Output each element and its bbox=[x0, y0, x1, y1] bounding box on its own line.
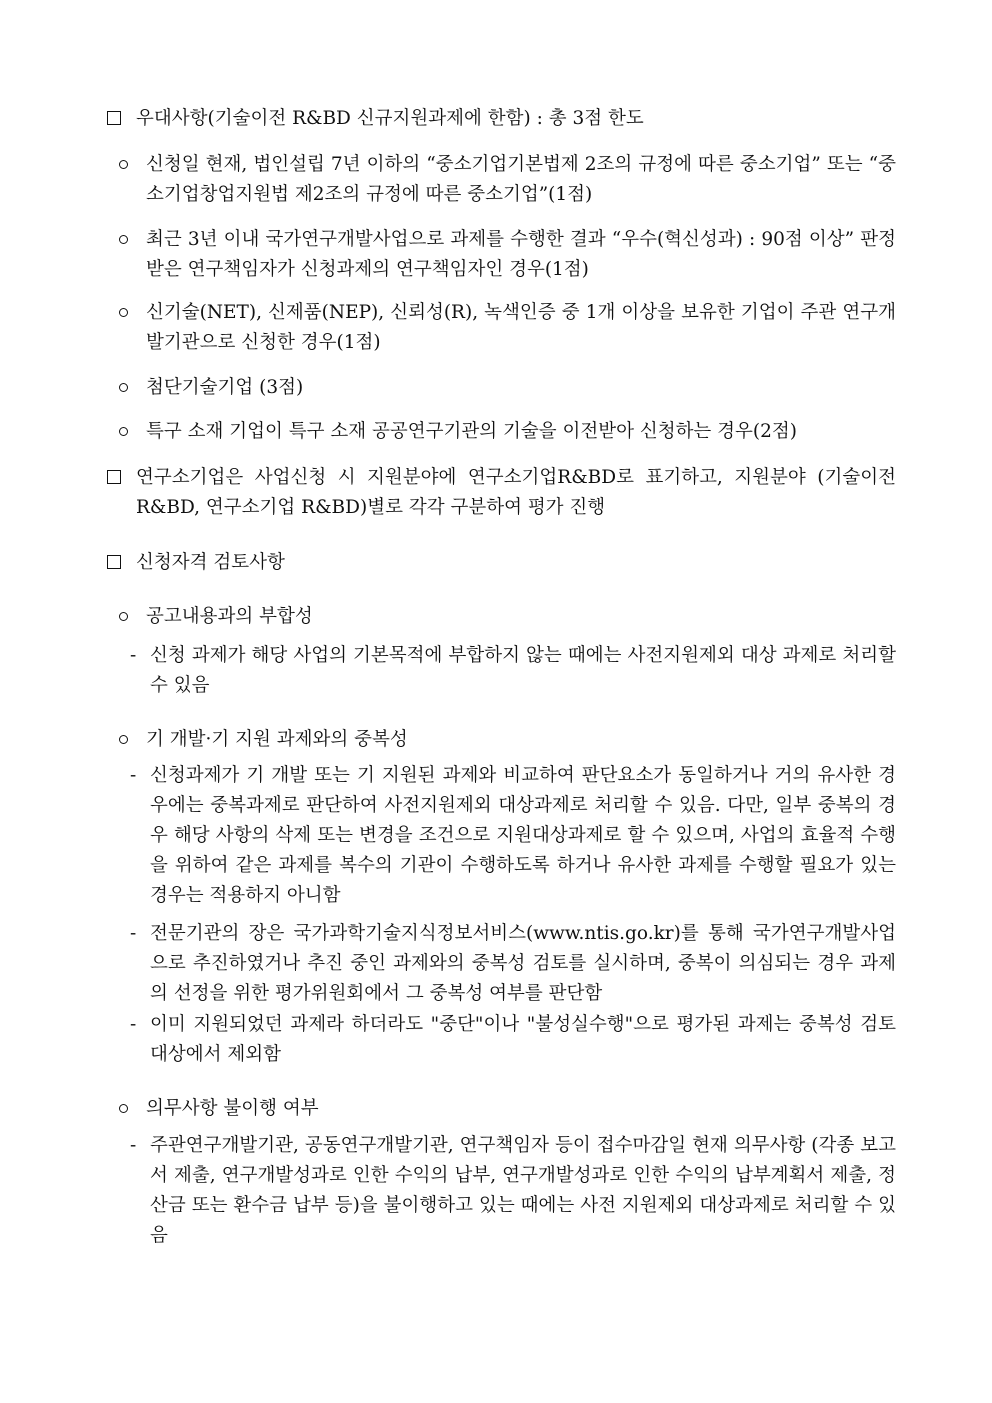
list-item bbox=[118, 150, 896, 210]
sub-list-item bbox=[130, 1131, 896, 1251]
dash-bullet: - bbox=[130, 645, 137, 666]
sub-list-item bbox=[130, 919, 896, 1009]
list-item-text: 특구 소재 기업이 특구 소재 공공연구기관의 기술을 이전받아 신청하는 경우(2점) bbox=[146, 421, 798, 442]
circle-bullet-icon bbox=[119, 735, 128, 744]
circle-bullet-icon bbox=[119, 235, 128, 244]
section-research-company bbox=[106, 463, 896, 523]
checkbox-square-icon bbox=[107, 111, 121, 125]
sub-list-item-text: 신청과제가 기 개발 또는 기 지원된 과제와 비교하여 판단요소가 동일하거나 거의 유사한 경우에는 중복과제로 판단하여 사전지원제외 대상과제로 처리할 수 있음. 다만, 일부 중복의 경우 해당 사항의 삭제 또는 변경을 조건으로 지원대상과제로 할 수 있으며, 사업의 효율적 수행을 위하여 같은 과제를 복수의 기관이 수행하도록 하거나 유사한 과제를 수행할 필요가 있는 경우는 적용하지 아니함 bbox=[150, 765, 896, 906]
sub-list-item bbox=[130, 641, 896, 701]
circle-bullet-icon bbox=[119, 160, 128, 169]
list-item-text: 최근 3년 이내 국가연구개발사업으로 과제를 수행한 결과 “우수(혁신성과) : 90점 이상” 판정 받은 연구책임자가 신청과제의 연구책임자인 경우(1점) bbox=[146, 229, 896, 280]
sub-list-item bbox=[130, 1010, 896, 1070]
dash-bullet: - bbox=[130, 1135, 137, 1156]
section-eligibility-review bbox=[106, 548, 896, 578]
list-item bbox=[118, 602, 896, 632]
list-item bbox=[118, 225, 896, 285]
list-item-text: 공고내용과의 부합성 bbox=[146, 606, 313, 627]
list-item bbox=[118, 725, 896, 755]
checkbox-square-icon bbox=[107, 555, 121, 569]
list-item-text: 첨단기술기업 (3점) bbox=[146, 377, 304, 398]
list-item-text: 신청일 현재, 법인설립 7년 이하의 “중소기업기본법제 2조의 규정에 따른 중소기업” 또는 “중소기업창업지원법 제2조의 규정에 따른 중소기업”(1점) bbox=[146, 154, 896, 205]
sub-list-item-text: 주관연구개발기관, 공동연구개발기관, 연구책임자 등이 접수마감일 현재 의무사항 (각종 보고서 제출, 연구개발성과로 인한 수익의 납부, 연구개발성과로 인한 수익의 납부계획서 제출, 정산금 또는 환수금 납부 등)을 불이행하고 있는 때에는 사전 지원제외 대상과제로 처리할 수 있음 bbox=[150, 1135, 896, 1246]
dash-bullet: - bbox=[130, 765, 137, 786]
section-preferential-items bbox=[106, 104, 896, 134]
list-item bbox=[118, 417, 896, 447]
circle-bullet-icon bbox=[119, 1104, 128, 1113]
sub-list-item bbox=[130, 761, 896, 911]
dash-bullet: - bbox=[130, 1014, 137, 1035]
checkbox-square-icon bbox=[107, 470, 121, 484]
section-heading: 연구소기업은 사업신청 시 지원분야에 연구소기업R&BD로 표기하고, 지원분야 (기술이전R&BD, 연구소기업 R&BD)별로 각각 구분하여 평가 진행 bbox=[136, 467, 896, 518]
list-item bbox=[118, 373, 896, 403]
circle-bullet-icon bbox=[119, 427, 128, 436]
circle-bullet-icon bbox=[119, 308, 128, 317]
list-item-text: 신기술(NET), 신제품(NEP), 신뢰성(R), 녹색인증 중 1개 이상을 보유한 기업이 주관 연구개발기관으로 신청한 경우(1점) bbox=[146, 302, 896, 353]
circle-bullet-icon bbox=[119, 612, 128, 621]
list-item bbox=[118, 1094, 896, 1124]
circle-bullet-icon bbox=[119, 383, 128, 392]
section-heading: 신청자격 검토사항 bbox=[136, 552, 285, 573]
sub-list-item-text: 신청 과제가 해당 사업의 기본목적에 부합하지 않는 때에는 사전지원제외 대상 과제로 처리할 수 있음 bbox=[150, 645, 896, 696]
dash-bullet: - bbox=[130, 923, 137, 944]
sub-list-item-text: 이미 지원되었던 과제라 하더라도 "중단"이나 "불성실수행"으로 평가된 과제는 중복성 검토대상에서 제외함 bbox=[150, 1014, 896, 1065]
section-heading: 우대사항(기술이전 R&BD 신규지원과제에 한함) : 총 3점 한도 bbox=[136, 108, 644, 129]
list-item bbox=[118, 298, 896, 358]
list-item-text: 의무사항 불이행 여부 bbox=[146, 1098, 319, 1119]
list-item-text: 기 개발·기 지원 과제와의 중복성 bbox=[146, 729, 408, 750]
sub-list-item-text: 전문기관의 장은 국가과학기술지식정보서비스(www.ntis.go.kr)를 통해 국가연구개발사업으로 추진하였거나 추진 중인 과제와의 중복성 검토를 실시하며, 중복이 의심되는 경우 과제의 선정을 위한 평가위원회에서 그 중복성 여부를 판단함 bbox=[150, 923, 896, 1004]
